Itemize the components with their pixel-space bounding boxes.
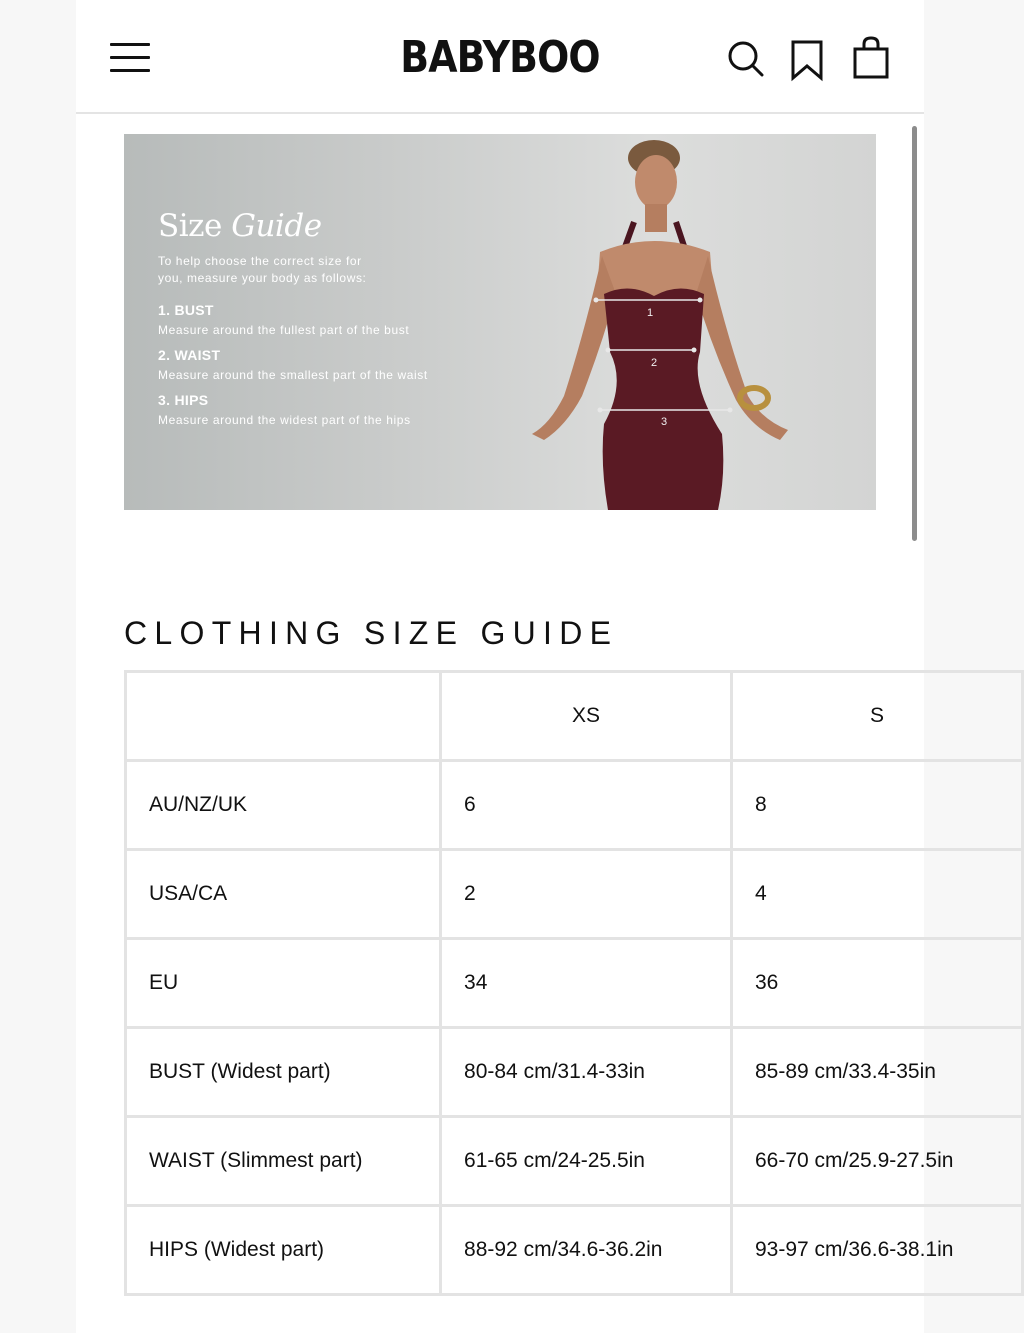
banner-title [158, 208, 322, 244]
row-label-text: WAIST [149, 1149, 215, 1172]
model-figure-illustration [504, 134, 804, 510]
wishlist-button[interactable] [786, 36, 830, 80]
banner-intro-line: you, measure your body as follows: [158, 271, 367, 285]
table-row [126, 1028, 1023, 1117]
row-label-text: AU/NZ/UK [149, 793, 248, 816]
bookmark-icon [786, 36, 830, 80]
hamburger-menu-icon [110, 69, 150, 72]
row-label-text: USA/CA [149, 882, 228, 905]
table-cell: 80-84 cm/31.4-33in [441, 1028, 732, 1117]
banner-intro [158, 253, 418, 287]
size-column-header-s: S [732, 672, 1023, 761]
table-cell: 8 [732, 761, 1023, 850]
table-cell: 36 [732, 939, 1023, 1028]
search-icon [724, 36, 768, 80]
bust-step-desc: Measure around the fullest part of the bust [158, 323, 410, 337]
hamburger-menu-icon [110, 43, 150, 46]
clothing-size-guide-heading: CLOTHING SIZE GUIDE [124, 614, 619, 651]
table-row [126, 1206, 1023, 1295]
table-cell: 2 [441, 850, 732, 939]
search-button[interactable] [724, 36, 768, 80]
size-table-container[interactable] [124, 670, 954, 1333]
model-left-arm [532, 256, 616, 440]
table-row [126, 939, 1023, 1028]
row-label [126, 1206, 441, 1295]
table-header-row [126, 672, 1023, 761]
hips-marker: 3 [661, 416, 668, 428]
row-label [126, 761, 441, 850]
table-cell: 66-70 cm/25.9-27.5in [732, 1117, 1023, 1206]
banner-intro-line: To help choose the correct size for [158, 254, 362, 268]
hamburger-menu-icon [110, 56, 150, 59]
row-label [126, 939, 441, 1028]
row-label-note: (Widest part) [204, 1060, 331, 1083]
table-row [126, 850, 1023, 939]
table-row [126, 1117, 1023, 1206]
brand-logo-text[interactable]: BABYBOO [400, 32, 600, 83]
size-column-header-xs: XS [441, 672, 732, 761]
table-row [126, 761, 1023, 850]
model-head [635, 155, 677, 209]
row-label [126, 850, 441, 939]
row-label [126, 1028, 441, 1117]
table-corner-cell [126, 672, 441, 761]
hips-step-title: 3. HIPS [158, 392, 209, 408]
measure-endpoint [594, 298, 599, 303]
row-label-note: (Widest part) [198, 1238, 325, 1261]
shopping-bag-icon [850, 36, 894, 80]
bust-step-title: 1. BUST [158, 302, 214, 318]
row-label-text: BUST [149, 1060, 205, 1083]
waist-step-desc: Measure around the smallest part of the waist [158, 368, 428, 382]
table-cell: 85-89 cm/33.4-35in [732, 1028, 1023, 1117]
cart-button[interactable] [850, 36, 894, 80]
table-cell: 6 [441, 761, 732, 850]
table-cell: 88-92 cm/34.6-36.2in [441, 1206, 732, 1295]
bust-marker: 1 [647, 307, 654, 319]
row-label-text: HIPS [149, 1238, 199, 1261]
table-cell: 93-97 cm/36.6-38.1in [732, 1206, 1023, 1295]
measure-endpoint [692, 348, 697, 353]
row-label-text: EU [149, 971, 179, 994]
model-right-arm [696, 256, 788, 440]
page [76, 0, 954, 1333]
hips-step-desc: Measure around the widest part of the hips [158, 413, 411, 427]
measure-endpoint [698, 298, 703, 303]
model-neck [645, 204, 667, 232]
banner-title-regular: Size [158, 208, 222, 244]
table-cell: 4 [732, 850, 1023, 939]
menu-button[interactable] [110, 41, 152, 75]
size-table [124, 670, 1024, 1296]
banner-title-italic: Guide [231, 208, 322, 244]
waist-marker: 2 [651, 357, 658, 369]
row-label [126, 1117, 441, 1206]
measure-endpoint [606, 348, 611, 353]
site-header [76, 0, 924, 114]
scrollbar-thumb[interactable] [912, 126, 917, 541]
size-guide-banner [124, 134, 876, 510]
table-cell: 34 [441, 939, 732, 1028]
waist-step-title: 2. WAIST [158, 347, 221, 363]
table-cell: 61-65 cm/24-25.5in [441, 1117, 732, 1206]
measure-endpoint [728, 408, 733, 413]
measure-endpoint [598, 408, 603, 413]
row-label-note: (Slimmest part) [214, 1149, 363, 1172]
